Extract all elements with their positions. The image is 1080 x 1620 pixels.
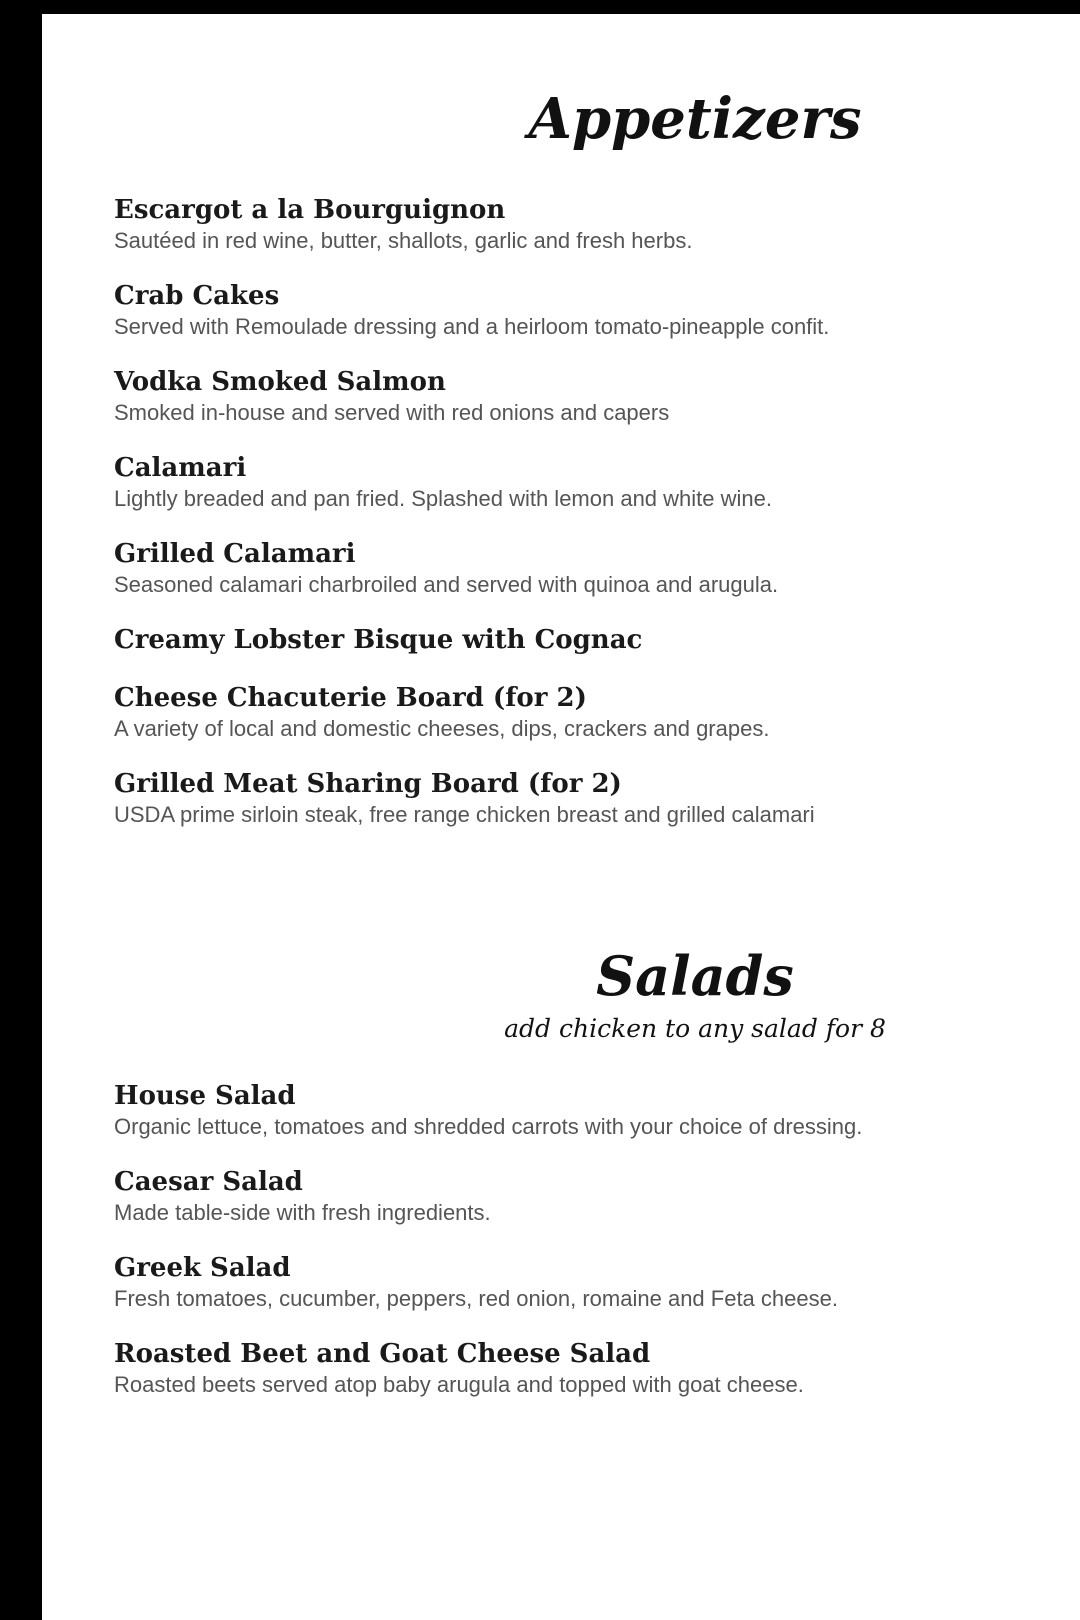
menu-item-escargot [114, 194, 1034, 255]
item-name: Grilled Calamari [114, 539, 356, 569]
item-name: House Salad [114, 1081, 296, 1111]
menu-item-greek-salad [114, 1252, 1034, 1313]
item-name: Creamy Lobster Bisque with Cognac [114, 625, 643, 655]
item-name: Vodka Smoked Salmon [114, 367, 446, 397]
item-name: Grilled Meat Sharing Board (for 2) [114, 769, 622, 799]
item-description: USDA prime sirloin steak, free range chicken breast and grilled calamari [114, 802, 815, 827]
menu-item-cheese-board [114, 682, 1034, 743]
item-description: Roasted beets served atop baby arugula and topped with goat cheese. [114, 1372, 804, 1397]
menu-page [42, 14, 1080, 1620]
menu-item-vodka-smoked-salmon [114, 366, 1034, 427]
item-description: Smoked in-house and served with red onions and capers [114, 400, 670, 425]
salads-heading: Salads [596, 944, 794, 1008]
item-name: Caesar Salad [114, 1167, 303, 1197]
menu-item-meat-sharing-board [114, 768, 1034, 829]
item-description: Served with Remoulade dressing and a heirloom tomato-pineapple confit. [114, 314, 830, 339]
item-name: Calamari [114, 453, 247, 483]
item-name: Roasted Beet and Goat Cheese Salad [114, 1339, 651, 1369]
item-name: Greek Salad [114, 1253, 291, 1283]
menu-item-caesar-salad [114, 1166, 1034, 1227]
menu-item-grilled-calamari [114, 538, 1034, 599]
item-description: Seasoned calamari charbroiled and served with quinoa and arugula. [114, 572, 779, 597]
item-description: Fresh tomatoes, cucumber, peppers, red onion, romaine and Feta cheese. [114, 1286, 838, 1311]
menu-item-beet-goat-cheese-salad [114, 1338, 1034, 1399]
item-description: Made table-side with fresh ingredients. [114, 1200, 491, 1225]
menu-item-house-salad [114, 1080, 1034, 1141]
salads-note: add chicken to any salad for 8 [504, 1014, 886, 1043]
item-name: Crab Cakes [114, 281, 280, 311]
menu-item-lobster-bisque [114, 624, 1034, 656]
menu-item-crab-cakes [114, 280, 1034, 341]
item-name: Cheese Chacuterie Board (for 2) [114, 683, 587, 713]
item-description: A variety of local and domestic cheeses, dips, crackers and grapes. [114, 716, 770, 741]
item-description: Organic lettuce, tomatoes and shredded carrots with your choice of dressing. [114, 1114, 863, 1139]
menu-item-calamari [114, 452, 1034, 513]
item-name: Escargot a la Bourguignon [114, 195, 506, 225]
appetizers-heading: Appetizers [528, 86, 862, 152]
item-description: Lightly breaded and pan fried. Splashed with lemon and white wine. [114, 486, 772, 511]
item-description: Sautéed in red wine, butter, shallots, garlic and fresh herbs. [114, 228, 693, 253]
